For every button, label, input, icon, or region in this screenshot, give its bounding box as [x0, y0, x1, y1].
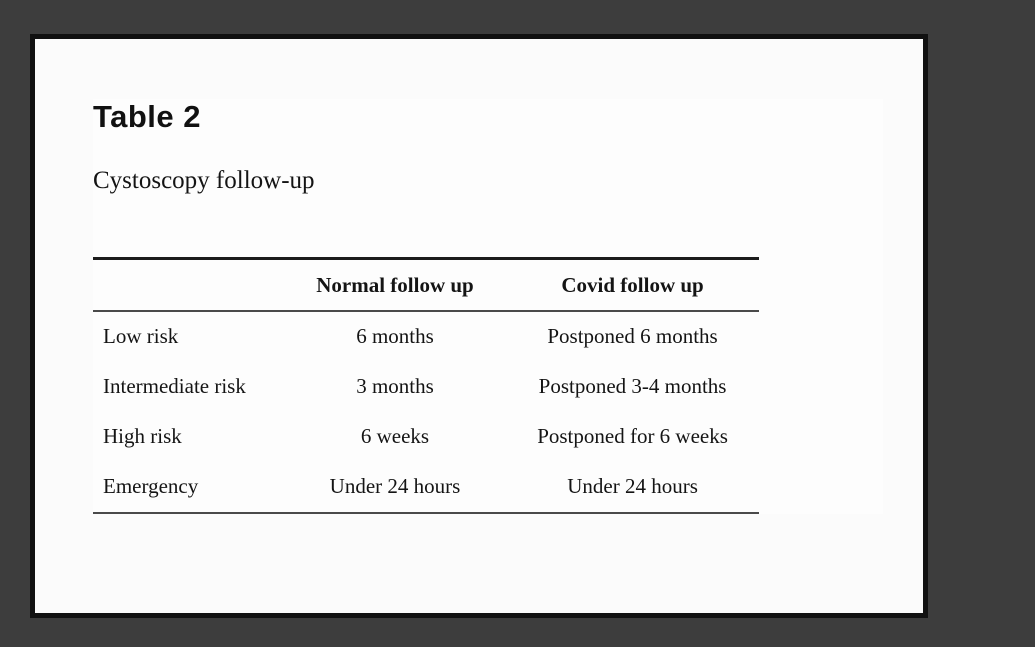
normal-followup-cell: Under 24 hours	[329, 474, 461, 498]
normal-followup-cell: 6 months	[356, 324, 434, 348]
row-label: Intermediate risk	[103, 374, 246, 398]
header-covid-follow-up: Covid follow up	[561, 273, 704, 297]
row-label: Emergency	[103, 474, 199, 498]
row-label: High risk	[103, 424, 182, 448]
covid-followup-cell: Under 24 hours	[567, 474, 698, 498]
table-subtitle: Cystoscopy follow-up	[93, 167, 315, 194]
covid-followup-cell: Postponed 3-4 months	[538, 374, 727, 398]
row-label: Low risk	[103, 324, 179, 348]
table-row-high-risk	[93, 412, 759, 462]
table-row-intermediate-risk	[93, 362, 759, 412]
document-page	[30, 34, 928, 618]
normal-followup-cell: 6 weeks	[360, 424, 430, 448]
covid-followup-cell: Postponed 6 months	[547, 324, 718, 348]
covid-followup-cell: Postponed for 6 weeks	[537, 424, 728, 448]
table-row-emergency	[93, 462, 759, 513]
table-header-row	[93, 259, 759, 312]
normal-followup-cell: 3 months	[356, 374, 434, 398]
header-row-label-column	[93, 259, 284, 312]
table-row-low-risk	[93, 311, 759, 362]
document-content	[93, 99, 883, 514]
header-normal-follow-up: Normal follow up	[316, 273, 474, 297]
table-title: Table 2	[93, 99, 202, 134]
cystoscopy-followup-table	[93, 257, 759, 514]
